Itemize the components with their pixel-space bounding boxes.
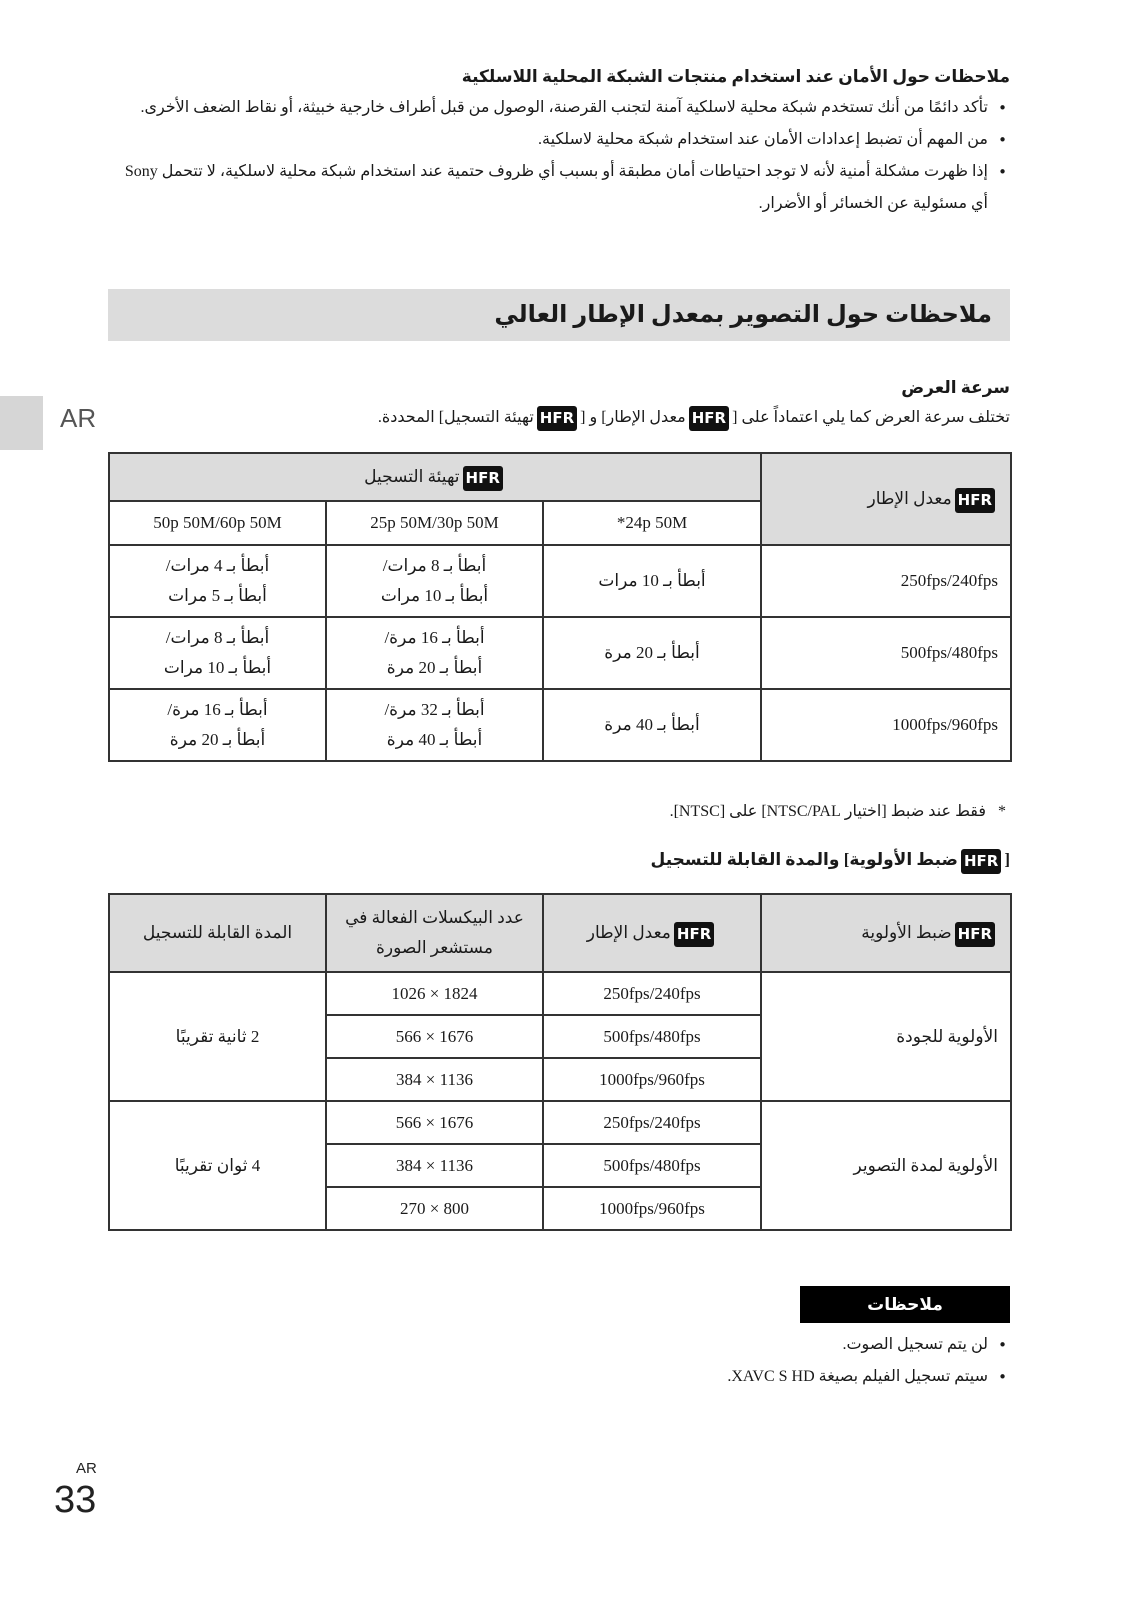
priority-cell <box>761 1101 1011 1230</box>
footer-language-code: AR <box>76 1460 97 1477</box>
table-row <box>109 972 1011 1015</box>
notes-section <box>108 1329 1010 1393</box>
frame-rate-value: 250fps/240fps <box>603 1112 701 1132</box>
frame-rate-cell <box>761 545 1011 617</box>
setting-column-header <box>109 501 326 545</box>
setting-column-header <box>543 501 761 545</box>
speed-line: أبطأ بـ 32 مرة/ <box>384 700 485 719</box>
intro-text: تختلف سرعة العرض كما يلي اعتماداً على [ <box>732 409 1010 426</box>
pixels-value: 1026 × 1824 <box>391 983 478 1003</box>
pixels-value: 566 × 1676 <box>395 1112 474 1132</box>
speed-cell <box>543 545 761 617</box>
pixels-cell <box>326 1144 543 1187</box>
bullet-icon: • <box>998 131 1007 149</box>
pixels-cell <box>326 1015 543 1058</box>
playback-speed-table <box>108 452 1012 762</box>
frame-rate-cell <box>543 1015 761 1058</box>
speed-line: أبطأ بـ 20 مرة <box>386 658 483 677</box>
priority-cell <box>761 972 1011 1101</box>
frame-rate-cell <box>543 972 761 1015</box>
frame-rate-header-label: معدل الإطار <box>586 923 671 942</box>
frame-rate-cell <box>761 617 1011 689</box>
hfr-icon: HFR <box>955 488 995 513</box>
footnote <box>108 797 1010 827</box>
pixels-value: 384 × 1136 <box>396 1155 473 1175</box>
pixels-value: 566 × 1676 <box>395 1026 474 1046</box>
heading-text: [ <box>1004 850 1010 869</box>
pixels-cell <box>326 1058 543 1101</box>
table-header-row <box>109 453 1011 501</box>
frame-rate-header-label: معدل الإطار <box>867 489 952 508</box>
frame-rate-header <box>761 453 1011 545</box>
notes-list <box>108 1329 1010 1393</box>
frame-rate-cell <box>761 689 1011 761</box>
frame-rate-cell <box>543 1058 761 1101</box>
priority-heading <box>108 845 1010 875</box>
speed-line: أبطأ بـ 8 مرات/ <box>382 556 487 575</box>
hfr-icon: HFR <box>961 849 1001 874</box>
duration-cell <box>109 972 326 1101</box>
list-item-text: من المهم أن تضبط إعدادات الأمان عند استخدام شبكة محلية لاسلكية. <box>538 131 988 148</box>
duration-value: 4 ثوان تقريبًا <box>174 1155 261 1175</box>
bullet-icon: • <box>998 163 1007 181</box>
table-row <box>109 689 1011 761</box>
duration-header <box>109 894 326 972</box>
speed-line: أبطأ بـ 16 مرة/ <box>167 700 268 719</box>
footnote-mark: * <box>998 803 1006 820</box>
setting-column-header <box>326 501 543 545</box>
table-row <box>109 545 1011 617</box>
heading-text: ضبط الأولوية] والمدة القابلة للتسجيل <box>650 850 958 869</box>
notes-label: ملاحظات <box>800 1286 1010 1323</box>
speed-cell <box>109 689 326 761</box>
duration-cell <box>109 1101 326 1230</box>
footnote-text: فقط عند ضبط [اختيار NTSC/PAL] على [NTSC]. <box>669 803 986 820</box>
list-item-text: إذا ظهرت مشكلة أمنية لأنه لا توجد احتياطات أمان مطبقة أو بسبب أي ظروف حتمية عند استخدام شبكة محلية لاسلكية، لا تتحمل Sony أي مسئولية عن الخسائر أو الأضرار. <box>124 163 988 212</box>
speed-line: أبطأ بـ 5 مرات <box>168 586 267 605</box>
frame-rate-value: 1000fps/960fps <box>892 715 999 734</box>
speed-cell <box>109 545 326 617</box>
speed-line: أبطأ بـ 16 مرة/ <box>384 628 485 647</box>
priority-header-label: ضبط الأولوية <box>861 923 952 942</box>
pixels-header-line: مستشعر الصورة <box>376 938 493 957</box>
speed-line: أبطأ بـ 10 مرات <box>380 586 489 605</box>
playback-speed-intro <box>108 403 1010 433</box>
pixels-cell <box>326 1101 543 1144</box>
list-item <box>108 1329 1010 1361</box>
speed-line: أبطأ بـ 10 مرات <box>163 658 272 677</box>
hfr-icon: HFR <box>537 406 577 431</box>
language-tab-marker <box>0 396 43 450</box>
frame-rate-header <box>543 894 761 972</box>
setting-column-label: *24p 50M <box>616 513 688 532</box>
pixels-header <box>326 894 543 972</box>
setting-column-label: 25p 50M/30p 50M <box>370 513 499 532</box>
speed-cell <box>543 617 761 689</box>
pixels-value: 384 × 1136 <box>396 1069 473 1089</box>
list-item <box>108 1361 1010 1393</box>
speed-line: أبطأ بـ 4 مرات/ <box>165 556 270 575</box>
intro-text: تهيئة التسجيل] المحددة. <box>377 409 534 426</box>
speed-line: أبطأ بـ 8 مرات/ <box>165 628 270 647</box>
duration-header-label: المدة القابلة للتسجيل <box>142 923 293 942</box>
bullet-icon: • <box>998 99 1007 117</box>
frame-rate-cell <box>543 1187 761 1230</box>
speed-cell <box>326 689 543 761</box>
table-row <box>109 1101 1011 1144</box>
table-header-row <box>109 894 1011 972</box>
list-item-text: تأكد دائمًا من أنك تستخدم شبكة محلية لاسلكية آمنة لتجنب القرصنة، الوصول من قبل أطراف خارجية خبيثة، أو نقاط الضعف الأخرى. <box>140 99 988 116</box>
pixels-header-line: عدد البيكسلات الفعالة في <box>345 908 524 927</box>
record-setting-header <box>109 453 761 501</box>
list-item-text: لن يتم تسجيل الصوت. <box>842 1336 988 1353</box>
hfr-icon: HFR <box>955 922 995 947</box>
record-setting-header-label: تهيئة التسجيل <box>364 467 460 486</box>
speed-cell <box>326 545 543 617</box>
list-item-text: سيتم تسجيل الفيلم بصيغة XAVC S HD. <box>727 1368 988 1385</box>
pixels-cell <box>326 1187 543 1230</box>
speed-cell <box>543 689 761 761</box>
speed-line: أبطأ بـ 10 مرات <box>598 571 706 590</box>
bullet-icon: • <box>998 1336 1007 1354</box>
frame-rate-value: 500fps/480fps <box>603 1155 701 1175</box>
frame-rate-cell <box>543 1101 761 1144</box>
priority-value: الأولوية لمدة التصوير <box>853 1155 998 1175</box>
bullet-icon: • <box>998 1368 1007 1386</box>
security-notes-list <box>108 92 1010 220</box>
pixels-cell <box>326 972 543 1015</box>
priority-header <box>761 894 1011 972</box>
speed-line: أبطأ بـ 40 مرة <box>386 730 483 749</box>
table-row <box>109 617 1011 689</box>
priority-value: الأولوية للجودة <box>896 1026 998 1046</box>
page-number: 33 <box>54 1479 97 1521</box>
frame-rate-value: 500fps/480fps <box>603 1026 701 1046</box>
frame-rate-value: 250fps/240fps <box>900 571 999 590</box>
pixels-value: 270 × 800 <box>399 1198 470 1218</box>
duration-value: 2 ثانية تقريبًا <box>175 1026 260 1046</box>
speed-cell <box>109 617 326 689</box>
section-title: ملاحظات حول التصوير بمعدل الإطار العالي <box>108 289 1010 341</box>
speed-line: أبطأ بـ 20 مرة <box>169 730 266 749</box>
language-tab-label: AR <box>60 403 97 433</box>
hfr-icon: HFR <box>674 922 714 947</box>
setting-column-label: 50p 50M/60p 50M <box>153 513 282 532</box>
speed-line: أبطأ بـ 40 مرة <box>604 715 700 734</box>
list-item <box>108 92 1010 124</box>
hfr-icon: HFR <box>463 466 503 491</box>
playback-speed-heading: سرعة العرض <box>901 378 1010 397</box>
recording-time-table <box>108 893 1012 1231</box>
list-item <box>108 156 1010 220</box>
frame-rate-value: 500fps/480fps <box>900 643 999 662</box>
speed-cell <box>326 617 543 689</box>
hfr-icon: HFR <box>689 406 729 431</box>
frame-rate-value: 250fps/240fps <box>603 983 701 1003</box>
security-notes <box>108 62 1010 220</box>
playback-speed-section <box>108 373 1010 433</box>
list-item <box>108 124 1010 156</box>
frame-rate-value: 1000fps/960fps <box>599 1198 705 1218</box>
speed-line: أبطأ بـ 20 مرة <box>604 643 700 662</box>
frame-rate-value: 1000fps/960fps <box>599 1069 705 1089</box>
security-notes-heading: ملاحظات حول الأمان عند استخدام منتجات الشبكة المحلية اللاسلكية <box>461 67 1010 86</box>
frame-rate-cell <box>543 1144 761 1187</box>
intro-text: معدل الإطار] و [ <box>580 409 686 426</box>
